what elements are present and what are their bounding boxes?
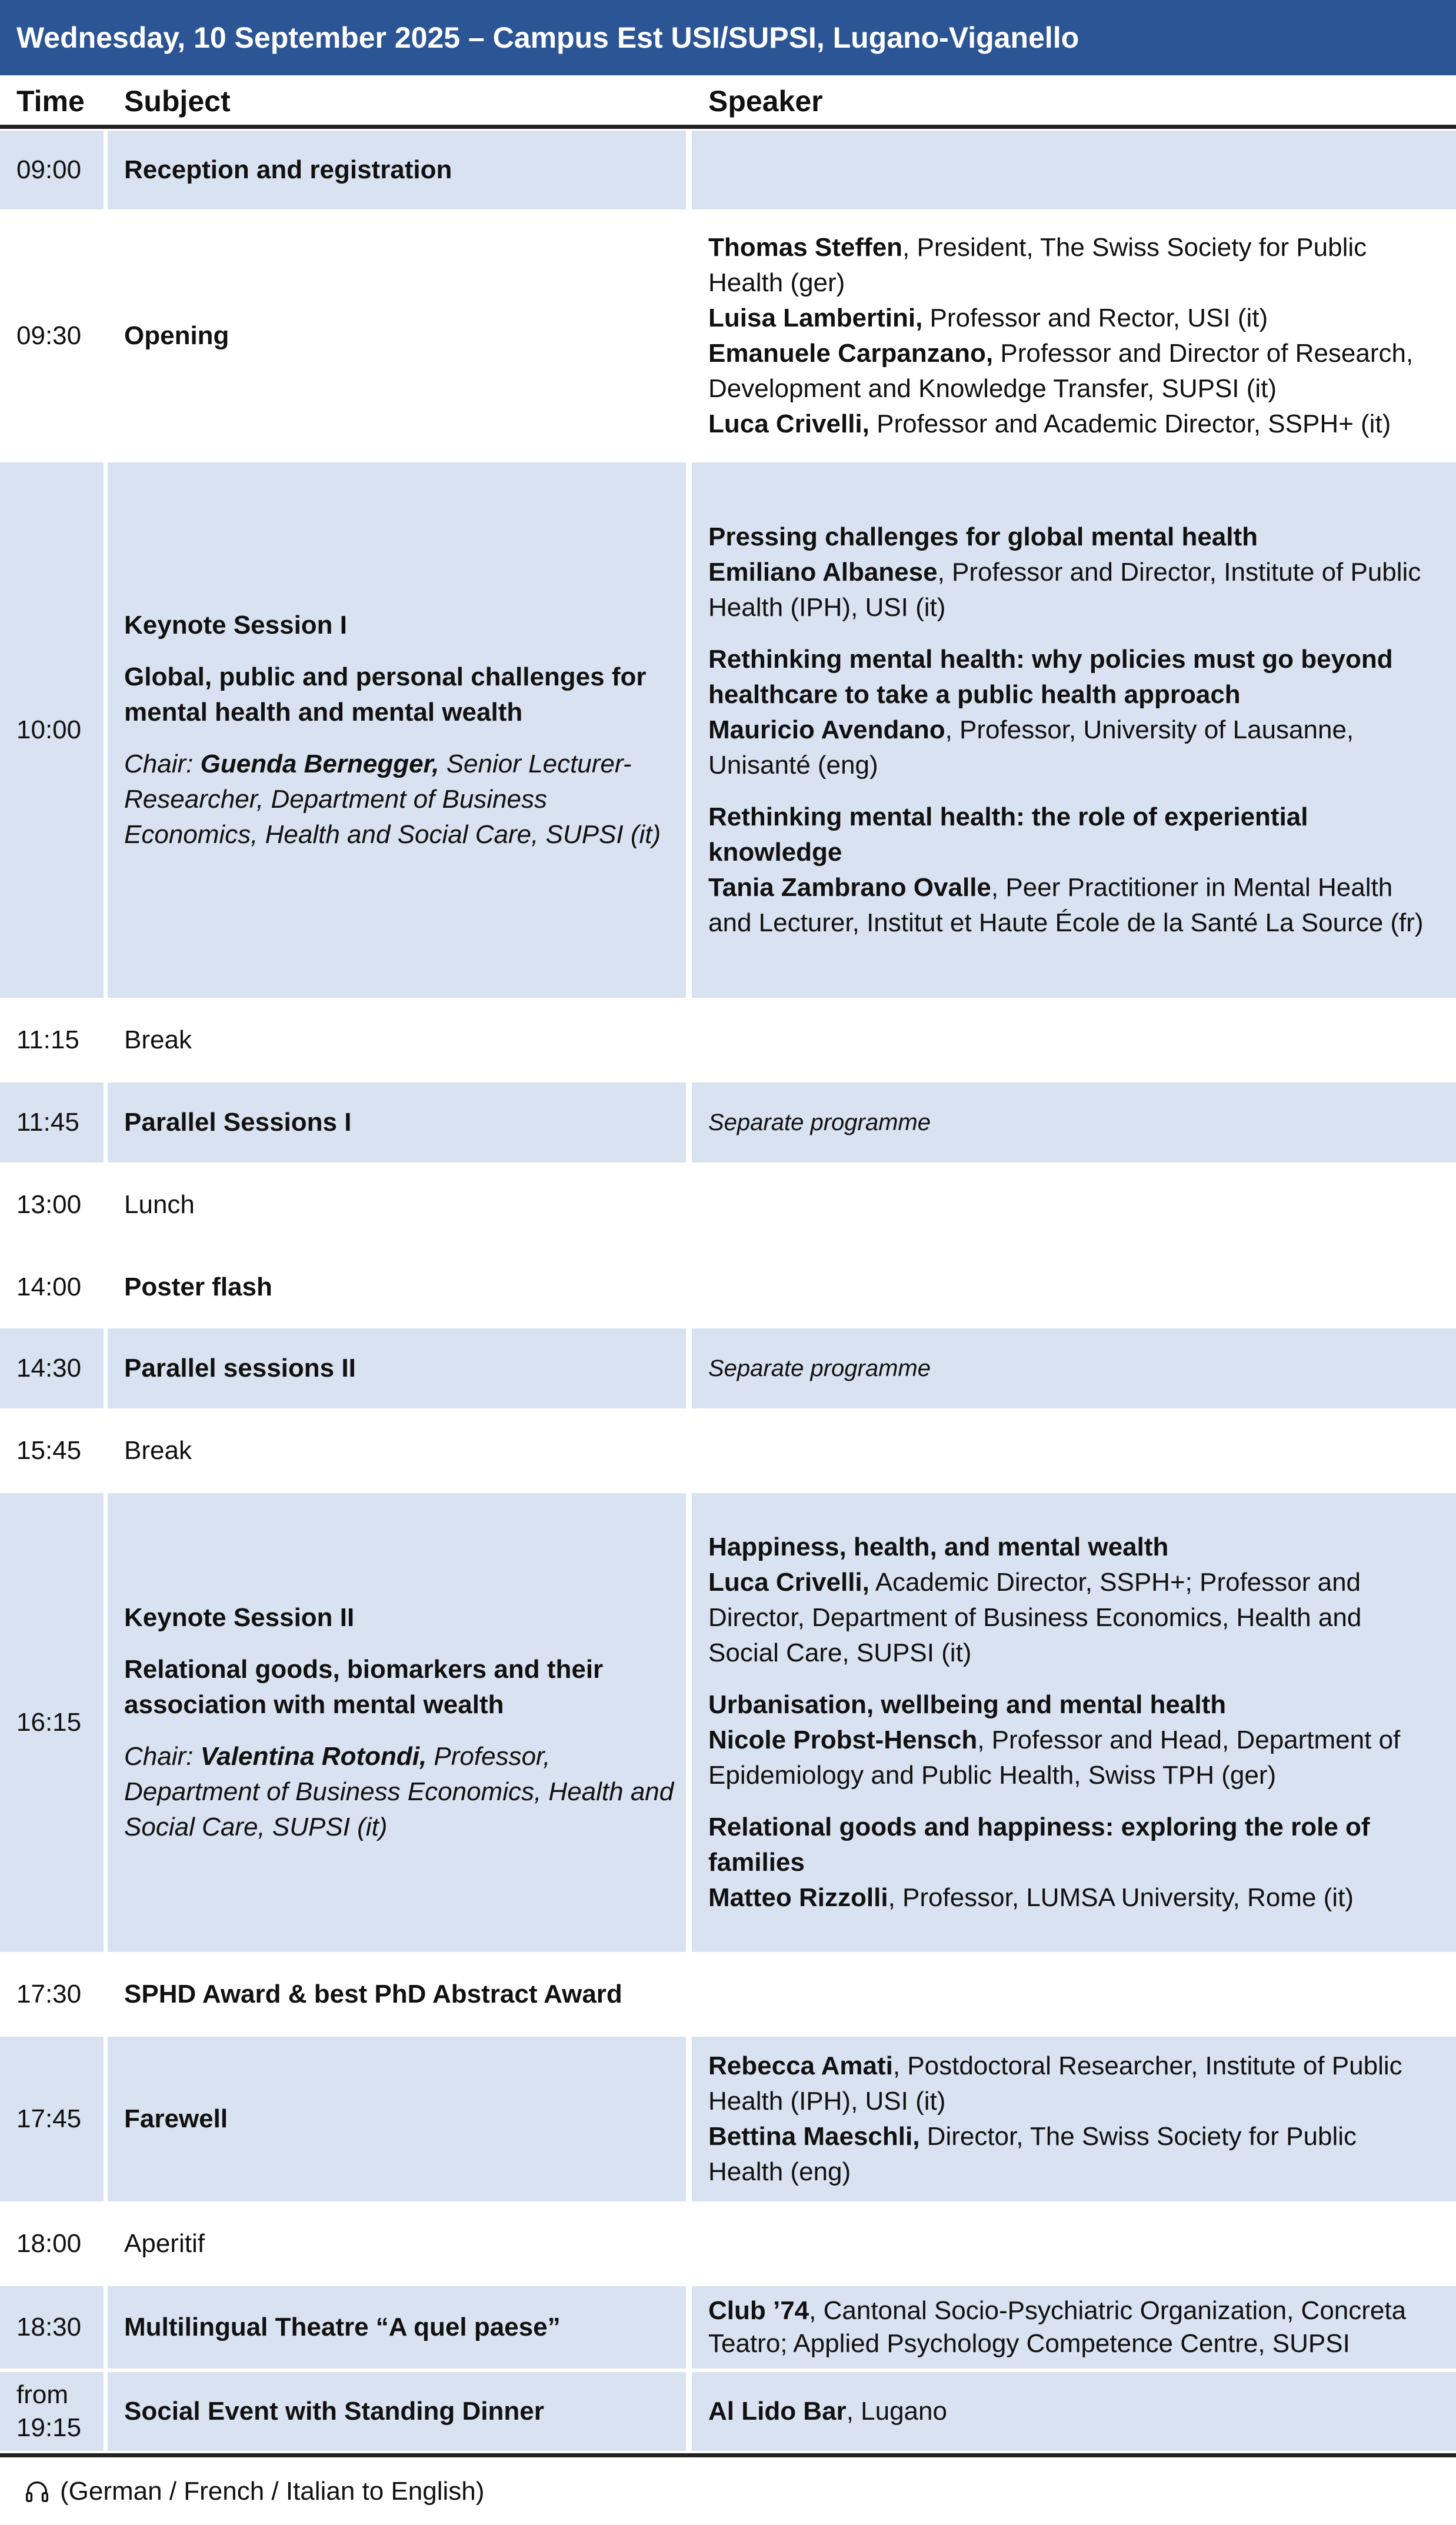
table-row xyxy=(0,2286,1456,2369)
time-cell: 13:00 xyxy=(16,1190,82,1219)
speaker-name: Emanuele Carpanzano, xyxy=(708,339,994,368)
subject-cell xyxy=(108,462,686,998)
time-cell: 11:45 xyxy=(0,1082,104,1162)
table-row xyxy=(0,1247,1456,1327)
speaker-name: Luca Crivelli, xyxy=(708,409,869,438)
speaker-affiliation: , Peer Practitioner in Mental Health and Lecturer, Institut et Haute École de la Santé La Source (fr) xyxy=(708,873,1424,937)
speaker-entry xyxy=(708,230,1432,301)
table-row xyxy=(0,462,1456,998)
speaker-name: Thomas Steffen xyxy=(708,233,903,262)
speaker-affiliation: Professor and Rector, USI (it) xyxy=(922,304,1268,332)
speaker-entry xyxy=(708,336,1432,407)
time-cell: 09:30 xyxy=(16,321,82,350)
speaker-entry xyxy=(708,2048,1432,2119)
speaker-entry xyxy=(708,712,1432,783)
table-row xyxy=(0,131,1456,209)
chair-affiliation: Professor, Department of Business Economics, Health and Social Care, SUPSI (it) xyxy=(124,1742,674,1841)
speaker-name: Nicole Probst-Hensch xyxy=(708,1725,978,1754)
time-cell: 09:00 xyxy=(0,131,104,209)
subject-cell: Lunch xyxy=(124,1190,195,1219)
chair-name: Valentina Rotondi, xyxy=(200,1742,427,1771)
speaker-cell: Separate programme xyxy=(692,1328,1456,1408)
speaker-entry xyxy=(708,407,1432,442)
speaker-cell xyxy=(692,131,1456,209)
talk-title: Rethinking mental health: why policies must go beyond healthcare to take a public health approach xyxy=(708,645,1393,709)
talk-title: Pressing challenges for global mental health xyxy=(708,522,1258,551)
table-row xyxy=(0,1954,1456,2034)
speaker-name: Tania Zambrano Ovalle xyxy=(708,873,991,902)
speaker-affiliation: , Cantonal Socio-Psychiatric Organization, Concreta Teatro; Applied Psychology Competence Centre, SUPSI xyxy=(708,2296,1407,2358)
speaker-entry xyxy=(708,301,1432,336)
table-row xyxy=(0,1493,1456,1952)
speaker-cell xyxy=(692,462,1456,998)
footer-rule xyxy=(0,2453,1456,2457)
speaker-affiliation: , Lugano xyxy=(846,2397,947,2426)
speaker-entry xyxy=(708,1565,1432,1671)
speaker-entry xyxy=(708,870,1432,941)
time-cell: 18:00 xyxy=(16,2229,82,2258)
time-cell: 17:30 xyxy=(16,1980,82,2008)
header-rule xyxy=(0,125,1456,129)
speaker-cell xyxy=(692,1493,1456,1952)
chair-prefix: Chair: xyxy=(124,749,201,778)
speaker-affiliation: , Postdoctoral Researcher, Institute of Public Health (IPH), USI (it) xyxy=(708,2051,1402,2116)
subject-cell: Poster flash xyxy=(124,1273,272,1301)
speaker-affiliation: Academic Director, SSPH+; Professor and Director, Department of Business Economics, Health and Social Care, SUPSI (it) xyxy=(708,1568,1362,1667)
speaker-entry xyxy=(708,2294,1432,2360)
time-cell: 10:00 xyxy=(0,462,104,998)
time-cell: 15:45 xyxy=(16,1436,82,1465)
speaker-cell xyxy=(692,212,1456,460)
speaker-entry xyxy=(708,1880,1432,1916)
table-row xyxy=(0,2037,1456,2201)
speaker-name: Luca Crivelli, xyxy=(708,1568,869,1597)
speaker-cell xyxy=(692,2372,1456,2451)
speaker-entry xyxy=(708,1723,1432,1793)
talk-title: Urbanisation, wellbeing and mental health xyxy=(708,1690,1227,1719)
session-label: Keynote Session I xyxy=(124,611,348,639)
table-row xyxy=(0,1000,1456,1080)
table-row xyxy=(0,1165,1456,1245)
speaker-name: Luisa Lambertini, xyxy=(708,304,923,332)
speaker-affiliation: Director, The Swiss Society for Public Health (eng) xyxy=(708,2122,1357,2186)
speaker-cell xyxy=(692,2286,1456,2369)
table-row xyxy=(0,2204,1456,2284)
subject-cell xyxy=(108,1493,686,1952)
speaker-name: Club ’74 xyxy=(708,2296,809,2325)
speaker-name: Matteo Rizzolli xyxy=(708,1883,888,1912)
speaker-name: Mauricio Avendano xyxy=(708,715,945,744)
speaker-entry xyxy=(708,2119,1432,2190)
speaker-name: Emiliano Albanese xyxy=(708,558,938,587)
session-label: Keynote Session II xyxy=(124,1603,355,1632)
subject-cell: Parallel sessions II xyxy=(108,1328,686,1408)
subject-cell: Farewell xyxy=(108,2037,686,2201)
time-cell: 18:30 xyxy=(0,2286,104,2369)
interpretation-note-text: (German / French / Italian to English) xyxy=(60,2477,485,2506)
speaker-affiliation: , Professor and Head, Department of Epidemiology and Public Health, Swiss TPH (ger) xyxy=(708,1725,1401,1790)
column-header-time: Time xyxy=(16,85,85,118)
time-cell: 11:15 xyxy=(16,1025,79,1054)
session-title: Global, public and personal challenges for mental health and mental wealth xyxy=(124,662,647,727)
time-cell: 16:15 xyxy=(0,1493,104,1952)
subject-cell: Aperitif xyxy=(124,2229,205,2258)
speaker-cell: Separate programme xyxy=(692,1082,1456,1162)
table-row xyxy=(0,2372,1456,2451)
speaker-entry xyxy=(708,2394,1432,2429)
chair-prefix: Chair: xyxy=(124,1742,201,1771)
session-title: Relational goods, biomarkers and their association with mental wealth xyxy=(124,1655,604,1719)
subject-cell: Multilingual Theatre “A quel paese” xyxy=(108,2286,686,2369)
speaker-affiliation: , Professor, LUMSA University, Rome (it) xyxy=(888,1883,1354,1912)
table-row xyxy=(0,1082,1456,1162)
speaker-affiliation: , President, The Swiss Society for Public Health (ger) xyxy=(708,233,1367,297)
subject-cell: Reception and registration xyxy=(108,131,686,209)
page-title: Wednesday, 10 September 2025 – Campus Est USI/SUPSI, Lugano-Viganello xyxy=(0,0,1456,75)
speaker-name: Bettina Maeschli, xyxy=(708,2122,920,2151)
time-cell: from 19:15 xyxy=(0,2372,104,2451)
chair-name: Guenda Bernegger, xyxy=(200,749,439,778)
speaker-cell xyxy=(692,2037,1456,2201)
speaker-affiliation: Professor and Director of Research, Development and Knowledge Transfer, SUPSI (it) xyxy=(708,339,1414,403)
subject-cell: Break xyxy=(124,1436,192,1465)
speaker-name: Rebecca Amati xyxy=(708,2051,893,2080)
speaker-name: Al Lido Bar xyxy=(708,2397,847,2426)
subject-cell: Parallel Sessions I xyxy=(108,1082,686,1162)
talk-title: Rethinking mental health: the role of experiential knowledge xyxy=(708,802,1308,867)
speaker-affiliation: , Professor and Director, Institute of Public Health (IPH), USI (it) xyxy=(708,558,1421,622)
subject-cell: Opening xyxy=(124,321,229,350)
time-cell: 17:45 xyxy=(0,2037,104,2201)
table-row xyxy=(0,1411,1456,1491)
chair-affiliation: Senior Lecturer-Researcher, Department of Business Economics, Health and Social Care, SUPSI (it) xyxy=(124,749,661,849)
session-chair xyxy=(124,747,674,852)
interpretation-note xyxy=(24,2471,484,2512)
speaker-affiliation: , Professor, University of Lausanne, Unisanté (eng) xyxy=(708,715,1354,780)
column-header-speaker: Speaker xyxy=(708,85,823,118)
speaker-entry xyxy=(708,555,1432,625)
table-row xyxy=(0,1328,1456,1408)
time-cell: 14:30 xyxy=(0,1328,104,1408)
column-header-subject: Subject xyxy=(124,85,231,118)
table-row xyxy=(0,212,1456,460)
speaker-affiliation: Professor and Academic Director, SSPH+ (it) xyxy=(869,409,1391,438)
time-cell: 14:00 xyxy=(16,1273,82,1301)
talk-title: Relational goods and happiness: exploring the role of families xyxy=(708,1813,1370,1877)
subject-cell: SPHD Award & best PhD Abstract Award xyxy=(124,1980,622,2008)
session-chair xyxy=(124,1739,674,1845)
subject-cell: Social Event with Standing Dinner xyxy=(108,2372,686,2451)
talk-title: Happiness, health, and mental wealth xyxy=(708,1533,1169,1561)
subject-cell: Break xyxy=(124,1025,192,1054)
headphones-icon xyxy=(24,2478,51,2505)
